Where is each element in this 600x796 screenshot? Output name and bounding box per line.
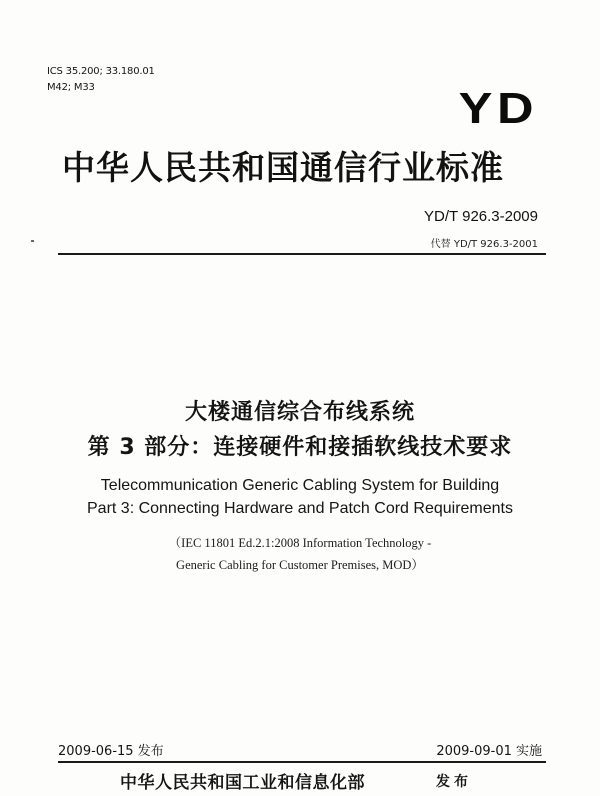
implementation-date: 2009-09-01 实施	[436, 744, 542, 759]
english-title-line1: Telecommunication Generic Cabling System for Building	[100, 477, 500, 494]
issue-date: 2009-06-15 发布	[58, 744, 164, 759]
standard-category-title: 中华人民共和国通信行业标准	[62, 148, 504, 187]
footer-divider	[58, 761, 546, 763]
scan-speck	[31, 240, 34, 242]
iec-reference-line1: （IEC 11801 Ed.2.1:2008 Information Technology -	[168, 536, 432, 550]
header-divider	[58, 253, 546, 255]
iec-reference-line2: Generic Cabling for Customer Premises, MOD）	[176, 558, 424, 572]
english-title-line2: Part 3: Connecting Hardware and Patch Cord Requirements	[87, 500, 513, 517]
chinese-title-line2: 第 3 部分：连接硬件和接插软线技术要求	[87, 435, 513, 460]
issue-label: 发布	[436, 774, 472, 790]
ics-code: ICS 35.200; 33.180.01	[47, 66, 155, 77]
ccs-code: M42; M33	[47, 82, 95, 93]
standard-number: YD/T 926.3-2009	[424, 208, 538, 225]
issuing-authority: 中华人民共和国工业和信息化部	[120, 773, 365, 793]
chinese-title-line1: 大楼通信综合布线系统	[184, 400, 415, 425]
yd-logo: YD	[458, 84, 538, 133]
replaces-standard: 代替 YD/T 926.3-2001	[430, 239, 538, 250]
